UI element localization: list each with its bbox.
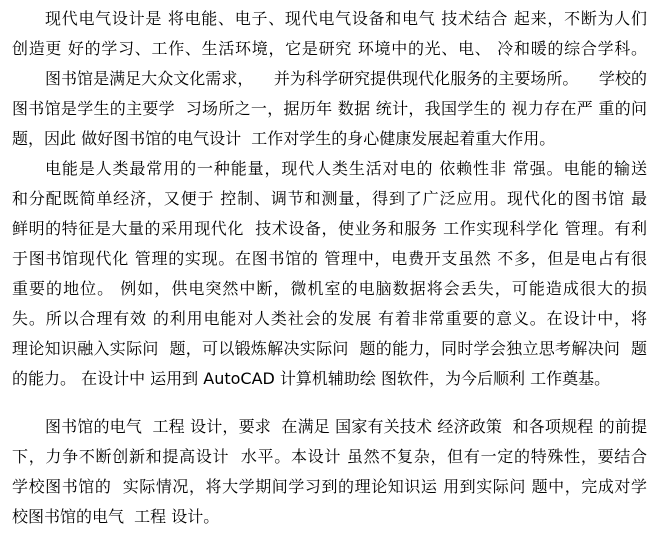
paragraph-2-line-2: 图书馆是学生的主要学 习场所之一，据历年 数据 统计，我国学生的 视力存在严 重的问: [12, 99, 647, 118]
paragraph-3-line-5: 重要的地位。 例如，供电突然中断，微机室的电脑数据将会丢失，可能造成很大的损: [12, 279, 647, 298]
paragraph-3-line-4: 于图书馆现代化 管理的实现。在图书馆的 管理中，电费开支虽然 不多，但是电占有很: [12, 249, 647, 268]
paragraph-4-line-2: 下，力争不断创新和提高设计 水平。本设计 虽然不复杂，但有一定的特殊性，要结合: [12, 447, 647, 466]
paragraph-4-line-3: 学校图书馆的 实际情况，将大学期间学习到的理论知识运 用到实际问 题中，完成对学: [12, 477, 647, 496]
paragraph-4-line-1: 图书馆的电气 工程 设计，要求 在满足 国家有关技术 经济政策 和各项规程 的前提: [45, 417, 647, 436]
paragraph-1-line-2: 创造更 好的学习、工作、生活环境，它是研究 环境中的光、电、 冷和暖的综合学科。: [12, 39, 647, 58]
paragraph-1-line-1: 现代电气设计是 将电能、电子、现代电气设备和电气 技术结合 起来，不断为人们: [45, 9, 647, 28]
paragraph-3-line-7: 理论知识融入实际问 题，可以锻炼解决实际问 题的能力，同时学会独立思考解决问 题: [12, 339, 647, 358]
paragraph-2-line-1: 图书馆是满足大众文化需求， 并为科学研究提供现代化服务的主要场所。 学校的: [45, 69, 647, 88]
paragraph-3-line-2: 和分配既简单经济，又便于 控制、调节和测量，得到了广泛应用。现代化的图书馆 最: [12, 189, 647, 208]
paragraph-3-line-1: 电能是人类最常用的一种能量，现代人类生活对电的 依赖性非 常强。电能的输送: [45, 159, 647, 178]
paragraph-3-line-8: 的能力。 在设计中 运用到 AutoCAD 计算机辅助绘 图软件，为今后顺利 工作奠基。: [12, 369, 611, 388]
paragraph-2-line-3: 题，因此 做好图书馆的电气设计 工作对学生的身心健康发展起着重大作用。: [12, 129, 556, 148]
paragraph-3-line-3: 鲜明的特征是大量的采用现代化 技术设备，使业务和服务 工作实现科学化 管理。有利: [12, 219, 647, 238]
paragraph-4-line-4: 校图书馆的电气 工程 设计。: [12, 507, 220, 526]
paragraph-3-line-6: 失。所以合理有效 的利用电能对人类社会的发展 有着非常重要的意义。在设计中，将: [12, 309, 647, 328]
